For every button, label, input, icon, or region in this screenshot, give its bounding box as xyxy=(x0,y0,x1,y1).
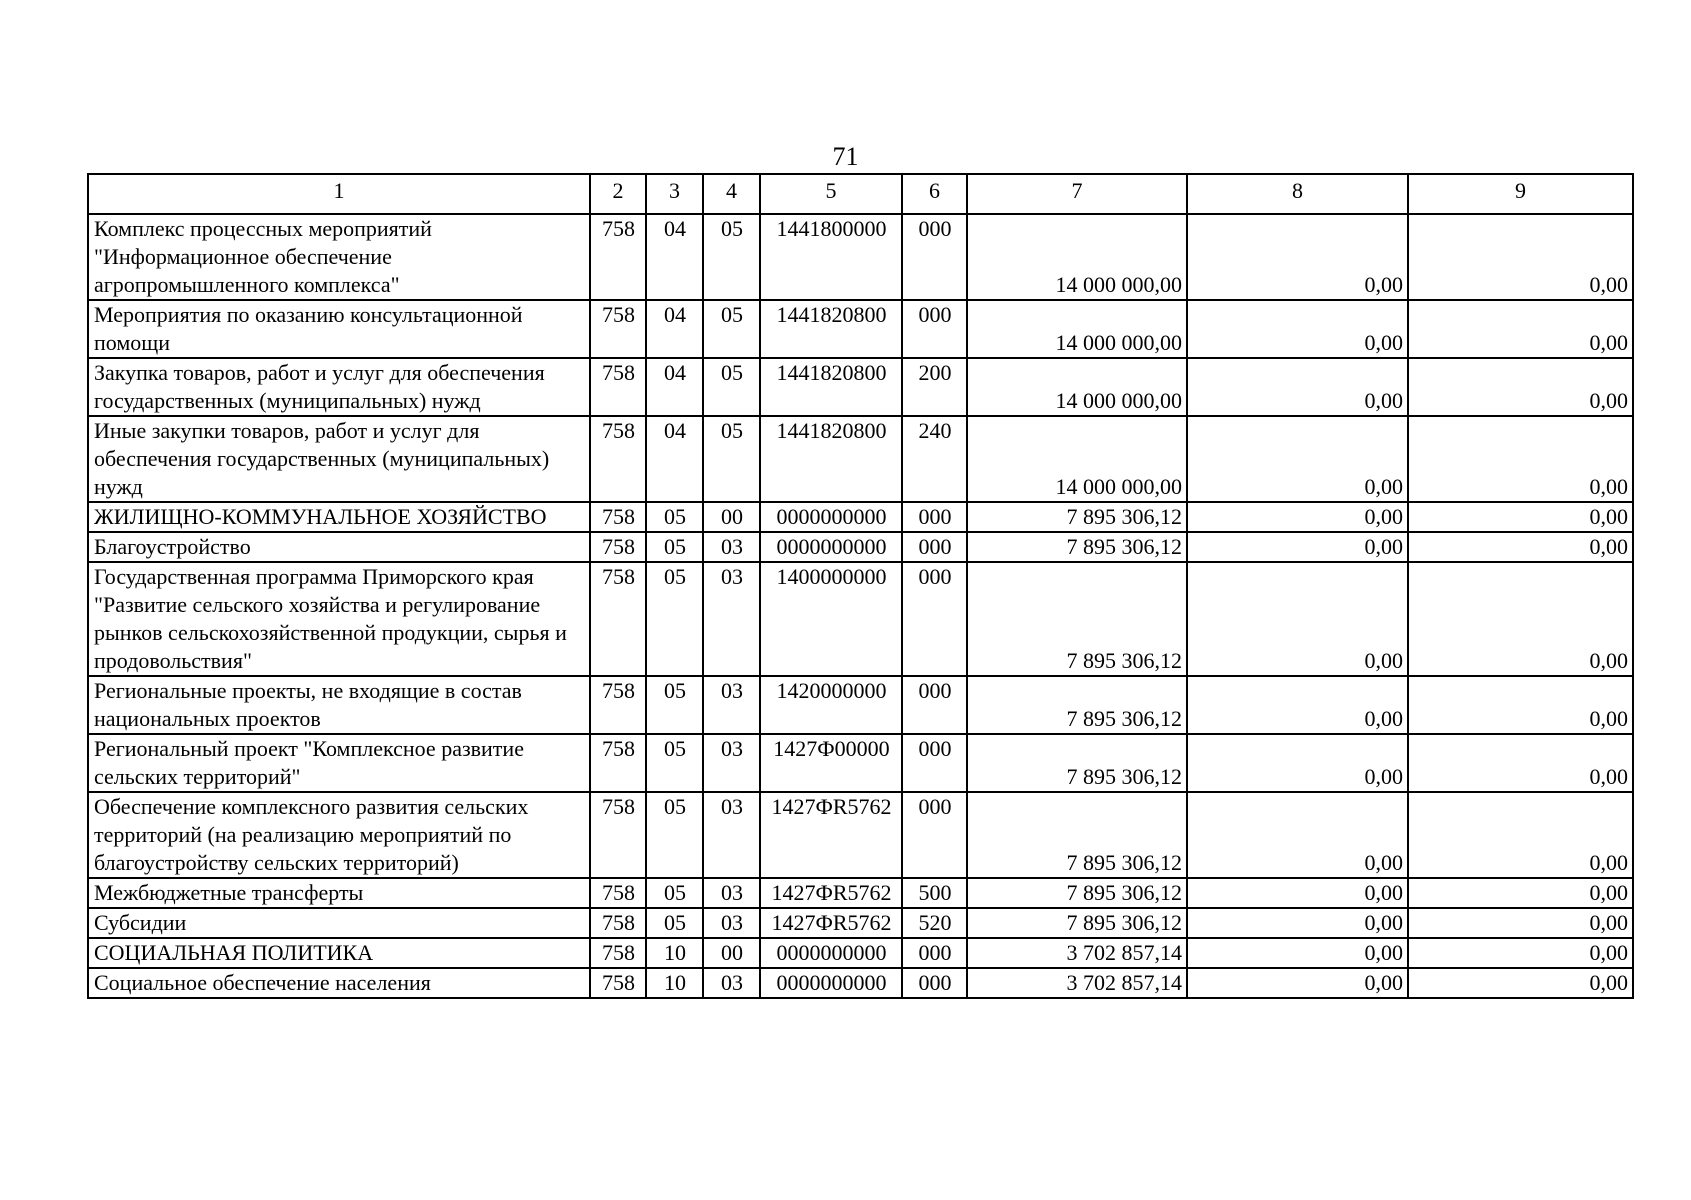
table-row xyxy=(88,676,1633,734)
code-cell: 000 xyxy=(902,968,967,998)
amount-cell: 0,00 xyxy=(1187,938,1408,968)
code-cell: 0000000000 xyxy=(760,968,902,998)
item-name-cell: Региональные проекты, не входящие в состав национальных проектов xyxy=(88,676,590,734)
amount-cell: 7 895 306,12 xyxy=(967,562,1187,676)
amount-cell: 14 000 000,00 xyxy=(967,214,1187,300)
code-cell: 05 xyxy=(646,878,703,908)
table-row xyxy=(88,502,1633,532)
amount-cell: 0,00 xyxy=(1187,676,1408,734)
code-cell: 05 xyxy=(703,214,760,300)
code-cell: 1427ФR5762 xyxy=(760,878,902,908)
code-cell: 1441820800 xyxy=(760,358,902,416)
table-row xyxy=(88,562,1633,676)
amount-cell: 3 702 857,14 xyxy=(967,938,1187,968)
code-cell: 05 xyxy=(703,300,760,358)
item-name-cell: Социальное обеспечение населения xyxy=(88,968,590,998)
code-cell: 04 xyxy=(646,214,703,300)
item-name-cell: Мероприятия по оказанию консультационной помощи xyxy=(88,300,590,358)
code-cell: 05 xyxy=(646,908,703,938)
item-name-cell: Благоустройство xyxy=(88,532,590,562)
code-cell: 03 xyxy=(703,734,760,792)
amount-cell: 0,00 xyxy=(1408,416,1633,502)
amount-cell: 7 895 306,12 xyxy=(967,878,1187,908)
amount-cell: 3 702 857,14 xyxy=(967,968,1187,998)
code-cell: 758 xyxy=(590,908,646,938)
code-cell: 10 xyxy=(646,968,703,998)
table-row xyxy=(88,908,1633,938)
amount-cell: 14 000 000,00 xyxy=(967,358,1187,416)
amount-cell: 0,00 xyxy=(1408,502,1633,532)
code-cell: 758 xyxy=(590,416,646,502)
amount-cell: 7 895 306,12 xyxy=(967,502,1187,532)
amount-cell: 0,00 xyxy=(1408,358,1633,416)
amount-cell: 7 895 306,12 xyxy=(967,792,1187,878)
code-cell: 1441800000 xyxy=(760,214,902,300)
header-cell: 2 xyxy=(590,174,646,214)
table-row xyxy=(88,792,1633,878)
code-cell: 758 xyxy=(590,562,646,676)
code-cell: 758 xyxy=(590,300,646,358)
code-cell: 758 xyxy=(590,676,646,734)
code-cell: 0000000000 xyxy=(760,938,902,968)
code-cell: 000 xyxy=(902,734,967,792)
amount-cell: 0,00 xyxy=(1408,562,1633,676)
amount-cell: 0,00 xyxy=(1187,214,1408,300)
table-row xyxy=(88,532,1633,562)
code-cell: 240 xyxy=(902,416,967,502)
amount-cell: 0,00 xyxy=(1187,792,1408,878)
code-cell: 1420000000 xyxy=(760,676,902,734)
code-cell: 05 xyxy=(646,792,703,878)
table-row xyxy=(88,358,1633,416)
code-cell: 05 xyxy=(703,416,760,502)
table-row xyxy=(88,938,1633,968)
amount-cell: 0,00 xyxy=(1408,532,1633,562)
item-name-cell: Государственная программа Приморского края "Развитие сельского хозяйства и регулирование рынков сельскохозяйственной продукции, сырья и продовольствия" xyxy=(88,562,590,676)
page-number: 71 xyxy=(832,142,859,171)
code-cell: 10 xyxy=(646,938,703,968)
table-row xyxy=(88,416,1633,502)
code-cell: 03 xyxy=(703,562,760,676)
code-cell: 1427Ф00000 xyxy=(760,734,902,792)
item-name-cell: Закупка товаров, работ и услуг для обеспечения государственных (муниципальных) нужд xyxy=(88,358,590,416)
header-cell: 5 xyxy=(760,174,902,214)
code-cell: 000 xyxy=(902,502,967,532)
item-name-cell: Обеспечение комплексного развития сельских территорий (на реализацию мероприятий по благоустройству сельских территорий) xyxy=(88,792,590,878)
code-cell: 05 xyxy=(646,734,703,792)
header-cell: 9 xyxy=(1408,174,1633,214)
code-cell: 758 xyxy=(590,938,646,968)
item-name-cell: СОЦИАЛЬНАЯ ПОЛИТИКА xyxy=(88,938,590,968)
code-cell: 000 xyxy=(902,214,967,300)
code-cell: 04 xyxy=(646,416,703,502)
amount-cell: 0,00 xyxy=(1408,878,1633,908)
table-row xyxy=(88,734,1633,792)
amount-cell: 0,00 xyxy=(1408,938,1633,968)
table-row xyxy=(88,214,1633,300)
code-cell: 000 xyxy=(902,562,967,676)
item-name-cell: Региональный проект "Комплексное развитие сельских территорий" xyxy=(88,734,590,792)
header-cell: 4 xyxy=(703,174,760,214)
code-cell: 00 xyxy=(703,938,760,968)
header-cell: 3 xyxy=(646,174,703,214)
code-cell: 520 xyxy=(902,908,967,938)
code-cell: 05 xyxy=(646,562,703,676)
code-cell: 200 xyxy=(902,358,967,416)
code-cell: 03 xyxy=(703,878,760,908)
amount-cell: 0,00 xyxy=(1408,214,1633,300)
code-cell: 000 xyxy=(902,532,967,562)
code-cell: 1441820800 xyxy=(760,300,902,358)
amount-cell: 0,00 xyxy=(1187,300,1408,358)
table-row xyxy=(88,300,1633,358)
amount-cell: 7 895 306,12 xyxy=(967,676,1187,734)
code-cell: 05 xyxy=(646,676,703,734)
code-cell: 1427ФR5762 xyxy=(760,792,902,878)
amount-cell: 0,00 xyxy=(1187,562,1408,676)
amount-cell: 7 895 306,12 xyxy=(967,532,1187,562)
amount-cell: 14 000 000,00 xyxy=(967,300,1187,358)
code-cell: 000 xyxy=(902,938,967,968)
code-cell: 05 xyxy=(703,358,760,416)
amount-cell: 0,00 xyxy=(1187,968,1408,998)
code-cell: 000 xyxy=(902,676,967,734)
code-cell: 758 xyxy=(590,878,646,908)
item-name-cell: Комплекс процессных мероприятий "Информационное обеспечение агропромышленного комплекса" xyxy=(88,214,590,300)
code-cell: 000 xyxy=(902,792,967,878)
header-cell: 1 xyxy=(88,174,590,214)
amount-cell: 0,00 xyxy=(1187,502,1408,532)
code-cell: 03 xyxy=(703,532,760,562)
item-name-cell: ЖИЛИЩНО-КОММУНАЛЬНОЕ ХОЗЯЙСТВО xyxy=(88,502,590,532)
header-cell: 8 xyxy=(1187,174,1408,214)
code-cell: 758 xyxy=(590,734,646,792)
table-row xyxy=(88,878,1633,908)
header-row xyxy=(88,174,1633,214)
code-cell: 00 xyxy=(703,502,760,532)
code-cell: 03 xyxy=(703,676,760,734)
table-body xyxy=(88,174,1633,998)
amount-cell: 7 895 306,12 xyxy=(967,734,1187,792)
amount-cell: 7 895 306,12 xyxy=(967,908,1187,938)
amount-cell: 0,00 xyxy=(1408,300,1633,358)
code-cell: 05 xyxy=(646,532,703,562)
budget-table xyxy=(87,173,1634,999)
code-cell: 500 xyxy=(902,878,967,908)
code-cell: 000 xyxy=(902,300,967,358)
amount-cell: 0,00 xyxy=(1187,358,1408,416)
amount-cell: 0,00 xyxy=(1187,734,1408,792)
code-cell: 1441820800 xyxy=(760,416,902,502)
amount-cell: 0,00 xyxy=(1408,676,1633,734)
amount-cell: 0,00 xyxy=(1187,908,1408,938)
header-cell: 7 xyxy=(967,174,1187,214)
amount-cell: 0,00 xyxy=(1187,878,1408,908)
code-cell: 04 xyxy=(646,358,703,416)
code-cell: 1427ФR5762 xyxy=(760,908,902,938)
code-cell: 1400000000 xyxy=(760,562,902,676)
amount-cell: 0,00 xyxy=(1408,968,1633,998)
amount-cell: 0,00 xyxy=(1408,908,1633,938)
item-name-cell: Межбюджетные трансферты xyxy=(88,878,590,908)
item-name-cell: Субсидии xyxy=(88,908,590,938)
code-cell: 03 xyxy=(703,968,760,998)
amount-cell: 0,00 xyxy=(1408,792,1633,878)
amount-cell: 0,00 xyxy=(1187,416,1408,502)
code-cell: 758 xyxy=(590,532,646,562)
header-cell: 6 xyxy=(902,174,967,214)
code-cell: 04 xyxy=(646,300,703,358)
amount-cell: 0,00 xyxy=(1187,532,1408,562)
table-row xyxy=(88,968,1633,998)
amount-cell: 0,00 xyxy=(1408,734,1633,792)
code-cell: 758 xyxy=(590,792,646,878)
code-cell: 758 xyxy=(590,214,646,300)
code-cell: 05 xyxy=(646,502,703,532)
item-name-cell: Иные закупки товаров, работ и услуг для обеспечения государственных (муниципальных) нужд xyxy=(88,416,590,502)
code-cell: 03 xyxy=(703,908,760,938)
code-cell: 0000000000 xyxy=(760,502,902,532)
code-cell: 03 xyxy=(703,792,760,878)
amount-cell: 14 000 000,00 xyxy=(967,416,1187,502)
code-cell: 0000000000 xyxy=(760,532,902,562)
code-cell: 758 xyxy=(590,968,646,998)
code-cell: 758 xyxy=(590,502,646,532)
code-cell: 758 xyxy=(590,358,646,416)
